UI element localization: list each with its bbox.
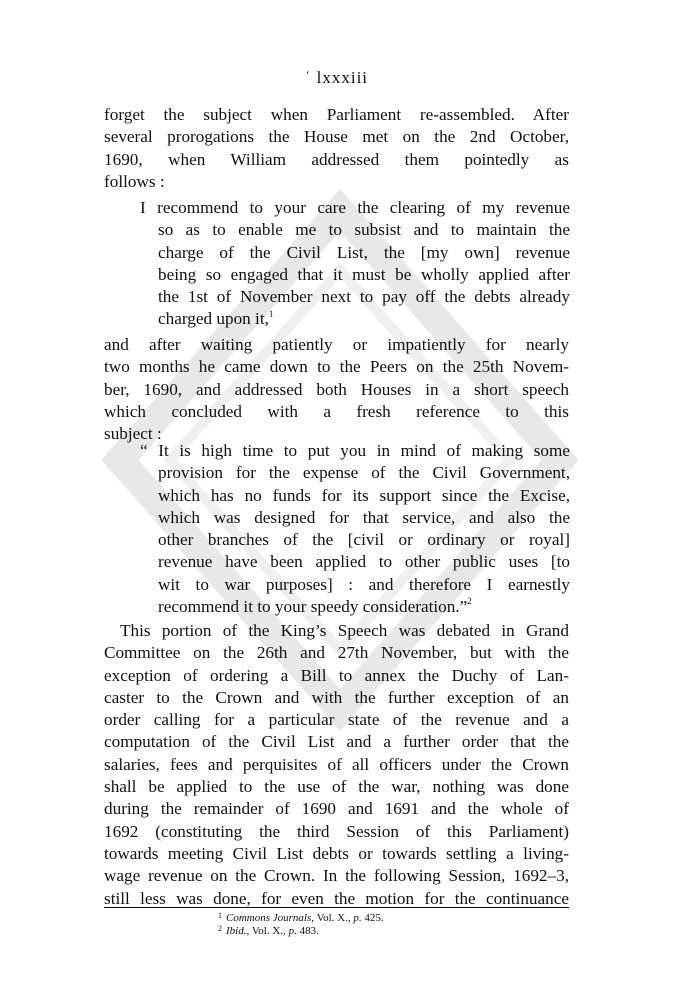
text-line: 1690, when William addressed them pointedly as [104, 149, 569, 169]
footnote-number: 1 [218, 911, 222, 920]
text-line: during the remainder of 1690 and 1691 and the whole of [104, 799, 569, 819]
text-line: provision for the expense of the Civil Government, [158, 463, 570, 483]
text-line: and after waiting patiently or impatiently for nearly [104, 335, 569, 354]
text-line-with-note [140, 308, 570, 330]
block-quote-1 [140, 197, 570, 331]
text-line: shall be applied to the use of the war, nothing was done [104, 777, 569, 797]
text-line: two months he came down to the Peers on the 25th Novem- [104, 357, 569, 377]
footnote-1 [0, 912, 674, 925]
text-line: 1692 (constituting the third Session of this Parliament) [104, 821, 569, 841]
footnote-divider [104, 907, 569, 908]
footnote-page: 425. [361, 912, 384, 924]
text-line: being so engaged that it must be wholly applied after [158, 264, 570, 284]
text-line: follows : [104, 171, 165, 191]
text-line: wit to war purposes] : and therefore I earnestly [158, 574, 570, 594]
footnote-page-label: p. [353, 912, 362, 924]
page-number [0, 68, 674, 88]
block-quote-2 [140, 440, 570, 618]
footnotes [0, 912, 674, 938]
text-line: salaries, fees and perquisites of all officers under the Crown [104, 754, 569, 774]
footnote-volume: , Vol. X., [311, 912, 354, 924]
footnote-number: 2 [218, 924, 222, 933]
text-line: exception of ordering a Bill to annex the Duchy of Lan- [104, 665, 569, 685]
text-line: charge of the Civil List, the [my own] revenue [158, 242, 570, 262]
text-line: charged upon it, [158, 309, 269, 329]
text-line: ber, 1690, and addressed both Houses in a short speech [104, 379, 569, 399]
text-line: still less was done, for even the motion for the continuance [104, 888, 569, 908]
paragraph-1 [104, 104, 569, 193]
footnote-ref-2[interactable]: 2 [467, 596, 472, 607]
footnote-2 [0, 925, 674, 938]
text-line: recommend it to your speedy consideration.” [158, 597, 468, 617]
text-line: the 1st of November next to pay off the debts already [158, 287, 570, 307]
text-line: This portion of the King’s Speech was debated in Grand [120, 621, 569, 640]
text-line: which concluded with a fresh reference to this [104, 401, 569, 421]
text-line: Committee on the 26th and 27th November, but with the [104, 643, 569, 663]
paragraph-3 [104, 620, 569, 910]
footnote-source: Ibid. [226, 925, 247, 937]
text-line: computation of the Civil List and a further order that the [104, 732, 569, 752]
footnote-page-label: p. [288, 925, 297, 937]
text-line-with-note [140, 596, 570, 618]
text-line: wage revenue on the Crown. In the following Session, 1692–3, [104, 866, 569, 886]
text-line: forget the subject when Parliament re-assembled. After [104, 105, 569, 124]
text-line: which was designed for that service, and also the [158, 507, 570, 527]
paragraph-2 [104, 334, 569, 445]
text-line: “ It is high time to put you in mind of making some [140, 441, 570, 460]
text-line: subject : [104, 424, 162, 444]
text-line: order calling for a particular state of the revenue and a [104, 710, 569, 730]
text-line: revenue have been applied to other public uses [to [158, 552, 570, 572]
footnote-volume: , Vol. X., [246, 925, 289, 937]
footnote-ref-1[interactable]: 1 [268, 308, 274, 319]
footnote-page: 483. [296, 925, 319, 937]
footnote-source: Commons Journals [226, 912, 312, 924]
text-line: caster to the Crown and with the further exception of an [104, 687, 569, 707]
folio-mark: ‘ [305, 69, 311, 81]
text-line: several prorogations the House met on the 2nd October, [104, 127, 569, 147]
text-line: towards meeting Civil List debts or towards settling a living- [104, 843, 569, 863]
text-line: I recommend to your care the clearing of my revenue [140, 198, 570, 217]
folio-text: lxxxiii [316, 68, 369, 87]
text-line: so as to enable me to subsist and to maintain the [158, 220, 570, 240]
text-line: which has no funds for its support since the Excise, [158, 485, 570, 505]
text-line: other branches of the [civil or ordinary or royal] [158, 530, 570, 550]
